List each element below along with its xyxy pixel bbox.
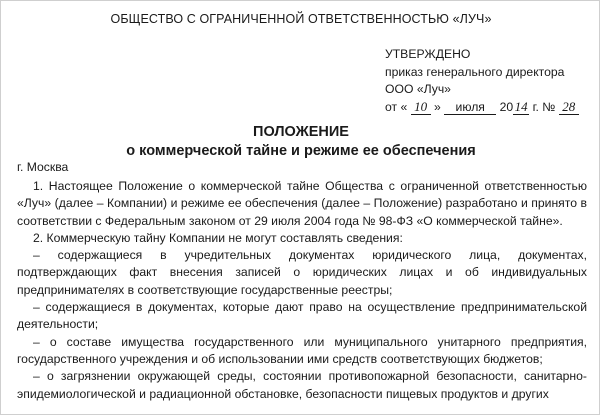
title-line-2: о коммерческой тайне и режиме ее обеспечения (126, 143, 476, 159)
year-end: г. (532, 99, 539, 114)
approval-company-line: ООО «Луч» (385, 82, 451, 96)
paragraph-2: 2. Коммерческую тайну Компании не могут составлять сведения: (33, 230, 403, 245)
date-mid: » (434, 99, 441, 114)
list-item-3: – о составе имущества государственного или муниципального унитарного предприятия, государственного учреждения и об использовании ими средств соответствующих бюджетов; (17, 334, 587, 366)
list-item-1: – содержащиеся в учредительных документах юридического лица, документах, подтверждающих факт внесения записей о юридических лицах и об индивидуальных предпринимателях в соответствующие государственные реестры; (17, 248, 587, 297)
title-line-1: ПОЛОЖЕНИЕ (253, 124, 349, 140)
number-prefix: № (542, 99, 556, 114)
approval-block (385, 46, 597, 116)
date-prefix: от « (385, 99, 408, 114)
approval-heading: УТВЕРЖДЕНО (385, 47, 471, 61)
year-suffix: 14 (514, 98, 528, 114)
year-prefix: 20 (499, 99, 514, 114)
date-day: 10 (411, 100, 431, 115)
document-body (17, 178, 587, 403)
document-title (1, 123, 600, 161)
list-item-2: – содержащиеся в документах, которые дают право на осуществление предпринимательской деятельности; (17, 300, 587, 332)
organization-name: ОБЩЕСТВО С ОГРАНИЧЕННОЙ ОТВЕТСТВЕННОСТЬЮ «ЛУЧ» (110, 12, 492, 26)
date-month: июля (444, 100, 496, 115)
approval-order-line: приказ генерального директора (385, 64, 565, 79)
city-line: г. Москва (17, 160, 69, 174)
order-number: 28 (559, 100, 579, 115)
approval-date-line (385, 99, 597, 117)
paragraph-1: 1. Настоящее Положение о коммерческой тайне Общества с ограниченной ответственностью «Луч» (далее – Компании) и режиме ее обеспечения (далее – Положение) разработано и принято в соответствии с Федеральным законом от 29 июля 2004 года № 98-ФЗ «О коммерческой тайне». (17, 179, 587, 228)
list-item-4: – о загрязнении окружающей среды, состоянии противопожарной безопасности, санитарно-эпидемиологической и радиационной обстановке, безопасности пищевых продуктов и других (17, 369, 587, 401)
